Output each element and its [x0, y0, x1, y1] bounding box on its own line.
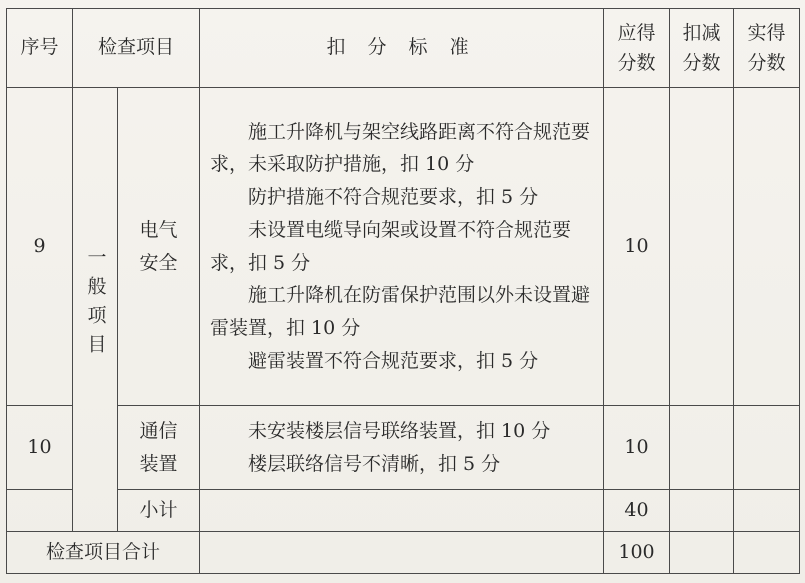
total-row: [7, 532, 800, 574]
row-deduct-score: [670, 88, 734, 406]
row-should-score: 10: [604, 88, 670, 406]
total-actual-score: [734, 532, 800, 574]
category-cell: [73, 88, 118, 532]
header-should-score: 应得 分数: [604, 9, 670, 88]
standard-line: 楼层联络信号不清晰，扣 5 分: [248, 452, 501, 475]
row-seq: 10: [7, 406, 73, 490]
row-actual-score: [734, 88, 800, 406]
header-seq: 序号: [7, 9, 73, 88]
subtotal-standard: [200, 490, 604, 532]
header-check-item: 检查项目: [73, 9, 200, 88]
row-standards: [200, 88, 604, 406]
standard-line: 避雷装置不符合规范要求，扣 5 分: [248, 349, 539, 372]
row-item: 电气 安全: [118, 88, 200, 406]
table-row: [7, 406, 800, 490]
total-should-score: 100: [604, 532, 670, 574]
subtotal-seq: [7, 490, 73, 532]
standard-line: 施工升降机在防雷保护范围以外未设置避雷装置，扣 10 分: [210, 284, 591, 339]
standard-line: 未设置电缆导向架或设置不符合规范要求，扣 5 分: [210, 218, 572, 274]
standard-line: 未安装楼层信号联络装置，扣 10 分: [248, 419, 551, 442]
row-actual-score: [734, 406, 800, 490]
header-standard: 扣 分 标 准: [200, 9, 604, 88]
row-should-score: 10: [604, 406, 670, 490]
total-standard: [200, 532, 604, 574]
category-label: 一般项目: [84, 246, 107, 363]
subtotal-actual-score: [734, 490, 800, 532]
inspection-table: [6, 8, 800, 574]
row-seq: 9: [7, 88, 73, 406]
total-label: 检查项目合计: [7, 532, 200, 574]
table-row: [7, 88, 800, 406]
row-item: 通信 装置: [118, 406, 200, 490]
row-standards: [200, 406, 604, 490]
subtotal-should-score: 40: [604, 490, 670, 532]
subtotal-label: 小计: [118, 490, 200, 532]
header-row: [7, 9, 800, 88]
header-deduct-score: 扣减 分数: [670, 9, 734, 88]
standard-line: 防护措施不符合规范要求，扣 5 分: [248, 186, 539, 209]
header-actual-score: 实得 分数: [734, 9, 800, 88]
subtotal-deduct-score: [670, 490, 734, 532]
row-deduct-score: [670, 406, 734, 490]
total-deduct-score: [670, 532, 734, 574]
standard-line: 施工升降机与架空线路距离不符合规范要求，未采取防护措施，扣 10 分: [210, 120, 591, 176]
subtotal-row: [7, 490, 800, 532]
